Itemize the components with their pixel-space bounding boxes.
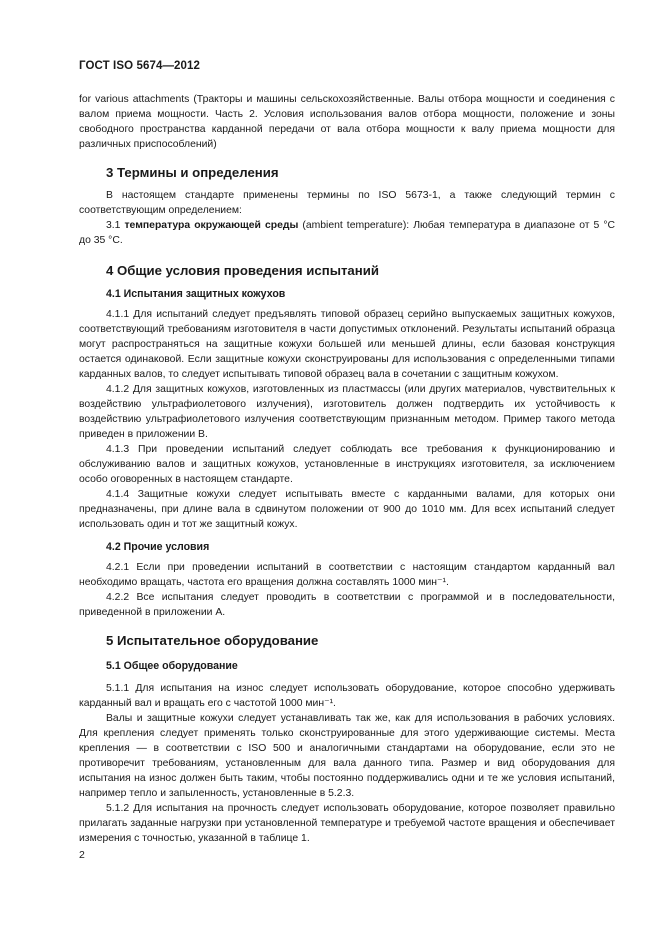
paragraph-4-2-2: 4.2.2 Все испытания следует проводить в соответствии с программой и в последовательности, приведенной в приложении А. [79, 592, 615, 618]
definition-term: температура окружающей среды [124, 220, 299, 231]
definition-number: 3.1 [106, 220, 125, 231]
paragraph-5-1-1-continued: Валы и защитные кожухи следует устанавливать так же, как для использования в рабочих условиях. Для крепления следует применять только сконструированные для этого удерживающие системы. Места крепления — в соответствии с ISO 500 и аналогичными стандартами на оборудование, если это не противоречит требованиям, установленным для вала данного типа. Размер и вид оборудования для испытания на износ должен быть таким, чтобы постоянно поддерживались одни и те же условия испытаний, например тепло и запыленность, установленные в 5.2.3. [79, 713, 615, 799]
section-3-definition [79, 218, 615, 248]
paragraph-4-1-2: 4.1.2 Для защитных кожухов, изготовленных из пластмассы (или других материалов, чувствительных к воздействию ультрафиолетового излучения), изготовитель должен подтвердить их устойчивость к воздействию ультрафиолетового излучения соответствующим признанным методом. Пример такого метода приведен в приложении В. [79, 384, 615, 440]
paragraph-4-2-1: 4.2.1 Если при проведении испытаний в соответствии с настоящим стандартом карданный вал необходимо вращать, частота его вращения должна составлять 1000 мин⁻¹. [79, 562, 615, 588]
intro-text: for various attachments (Тракторы и машины сельскохозяйственные. Валы отбора мощности и соединения с валом приема мощности. Часть 2. Условия использования валов отбора мощности, положение и зоны свободного пространства карданной передачи от вала отбора мощности к валу приема мощности для различных приспособлений) [79, 94, 615, 150]
section-4-heading: 4 Общие условия проведения испытаний [106, 263, 379, 278]
subsection-4-2-body [79, 560, 615, 620]
definition-text: (ambient temperature): Любая температура в диапазоне от 5 °С до 35 °С. [79, 220, 615, 246]
paragraph-4-1-1: 4.1.1 Для испытаний следует предъявлять типовой образец серийно выпускаемых защитных кожухов, соответствующий требованиям изготовителя в части допустимых отклонений. Результаты испытаний образца могут распространяться на защитные кожухи большей или меньшей длины, если базовая конструкция остается одинаковой. Если защитные кожухи сконструированы для использования с определенными типами карданных валов, то следует испытывать типовой образец вала в сочетании с защитным кожухом. [79, 309, 615, 380]
document-header: ГОСТ ISO 5674—2012 [79, 60, 201, 72]
section-5-heading: 5 Испытательное оборудование [106, 633, 319, 648]
section-3-body [79, 188, 615, 248]
paragraph-5-1-1: 5.1.1 Для испытания на износ следует использовать оборудование, которое способно удерживать карданный вал и вращать его с частотой 1000 мин⁻¹. [79, 683, 615, 709]
paragraph-4-1-3: 4.1.3 При проведении испытаний следует соблюдать все требования к функционированию и обслуживанию валов и защитных кожухов, установленные в инструкциях изготовителя, за исключением особо оговоренных в настоящем стандарте. [79, 444, 615, 485]
page-number: 2 [79, 849, 85, 861]
subsection-4-1-heading: 4.1 Испытания защитных кожухов [106, 288, 286, 300]
subsection-4-2-heading: 4.2 Прочие условия [106, 541, 210, 553]
subsection-5-1-body [79, 681, 615, 846]
section-3-heading: 3 Термины и определения [106, 165, 279, 180]
subsection-5-1-heading: 5.1 Общее оборудование [106, 660, 238, 672]
intro-paragraph [79, 92, 615, 152]
paragraph-4-1-4: 4.1.4 Защитные кожухи следует испытывать вместе с карданными валами, для которых они предназначены, при длине вала в сдвинутом положении от 900 до 1010 мм. Для всех испытаний следует использовать один и тот же защитный кожух. [79, 489, 615, 530]
subsection-4-1-body [79, 307, 615, 532]
paragraph-5-1-2: 5.1.2 Для испытания на прочность следует использовать оборудование, которое позволяет правильно прилагать заданные нагрузки при установленной температуре и требуемой частоте вращения и обеспечивает измерения с точностью, указанной в таблице 1. [79, 803, 615, 844]
section-3-paragraph-1: В настоящем стандарте применены термины по ISO 5673-1, а также следующий термин с соответствующим определением: [79, 190, 615, 216]
